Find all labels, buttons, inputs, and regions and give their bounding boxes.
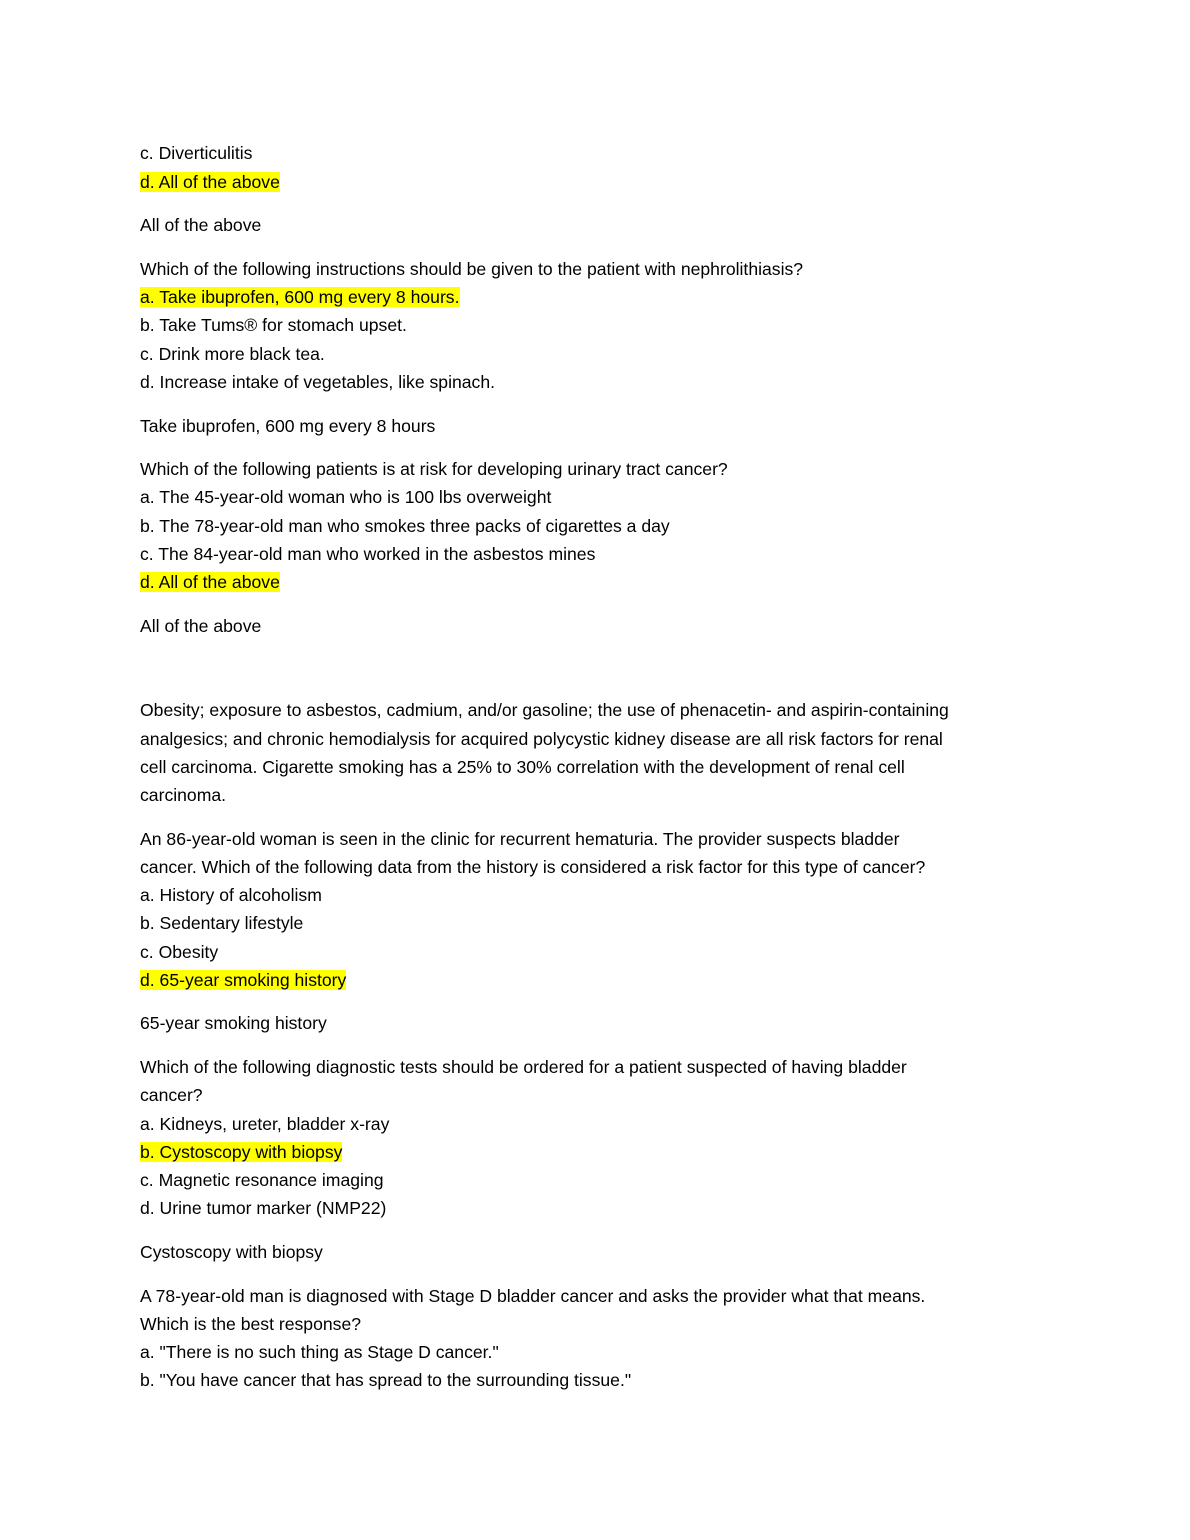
rationale-line: carcinoma. xyxy=(140,785,227,805)
question: Which of the following diagnostic tests should be ordered for a patient suspected of having bladder xyxy=(140,1057,907,1077)
option: c. Obesity xyxy=(140,942,219,962)
question: cancer. Which of the following data from the history is considered a risk factor for this type of cancer? xyxy=(140,857,926,877)
option-correct xyxy=(140,966,346,994)
option: b. "You have cancer that has spread to the surrounding tissue." xyxy=(140,1370,632,1390)
option: a. The 45-year-old woman who is 100 lbs overweight xyxy=(140,487,552,507)
answer: 65-year smoking history xyxy=(140,1013,327,1033)
highlighted-answer: b. Cystoscopy with biopsy xyxy=(140,1142,343,1162)
answer: Cystoscopy with biopsy xyxy=(140,1242,323,1262)
option: c. Magnetic resonance imaging xyxy=(140,1170,384,1190)
option: c. Drink more black tea. xyxy=(140,344,325,364)
question: cancer? xyxy=(140,1085,203,1105)
highlighted-answer: a. Take ibuprofen, 600 mg every 8 hours. xyxy=(140,287,460,307)
option-correct xyxy=(140,168,280,196)
answer: All of the above xyxy=(140,616,262,636)
option: c. Diverticulitis xyxy=(140,143,253,163)
rationale-line: cell carcinoma. Cigarette smoking has a 25% to 30% correlation with the development of renal cell xyxy=(140,757,905,777)
option: b. Sedentary lifestyle xyxy=(140,913,304,933)
question: Which is the best response? xyxy=(140,1314,362,1334)
highlighted-answer: d. All of the above xyxy=(140,572,280,592)
option: a. History of alcoholism xyxy=(140,885,322,905)
option: a. "There is no such thing as Stage D cancer." xyxy=(140,1342,499,1362)
question: A 78-year-old man is diagnosed with Stage D bladder cancer and asks the provider what that means. xyxy=(140,1286,926,1306)
rationale-line: Obesity; exposure to asbestos, cadmium, and/or gasoline; the use of phenacetin- and aspirin-containing xyxy=(140,700,949,720)
highlighted-answer: d. All of the above xyxy=(140,172,280,192)
question: Which of the following instructions should be given to the patient with nephrolithiasis? xyxy=(140,259,804,279)
option: c. The 84-year-old man who worked in the asbestos mines xyxy=(140,544,596,564)
option: d. Increase intake of vegetables, like spinach. xyxy=(140,372,496,392)
answer: Take ibuprofen, 600 mg every 8 hours xyxy=(140,416,436,436)
option: b. The 78-year-old man who smokes three packs of cigarettes a day xyxy=(140,516,670,536)
answer: All of the above xyxy=(140,215,262,235)
option: b. Take Tums® for stomach upset. xyxy=(140,315,407,335)
question: Which of the following patients is at risk for developing urinary tract cancer? xyxy=(140,459,728,479)
option-correct xyxy=(140,568,280,596)
rationale-line: analgesics; and chronic hemodialysis for acquired polycystic kidney disease are all risk factors for renal xyxy=(140,729,943,749)
question: An 86-year-old woman is seen in the clinic for recurrent hematuria. The provider suspects bladder xyxy=(140,829,900,849)
option: d. Urine tumor marker (NMP22) xyxy=(140,1198,387,1218)
highlighted-answer: d. 65-year smoking history xyxy=(140,970,347,990)
option: a. Kidneys, ureter, bladder x-ray xyxy=(140,1114,390,1134)
option-correct xyxy=(140,283,460,311)
option-correct xyxy=(140,1138,342,1166)
